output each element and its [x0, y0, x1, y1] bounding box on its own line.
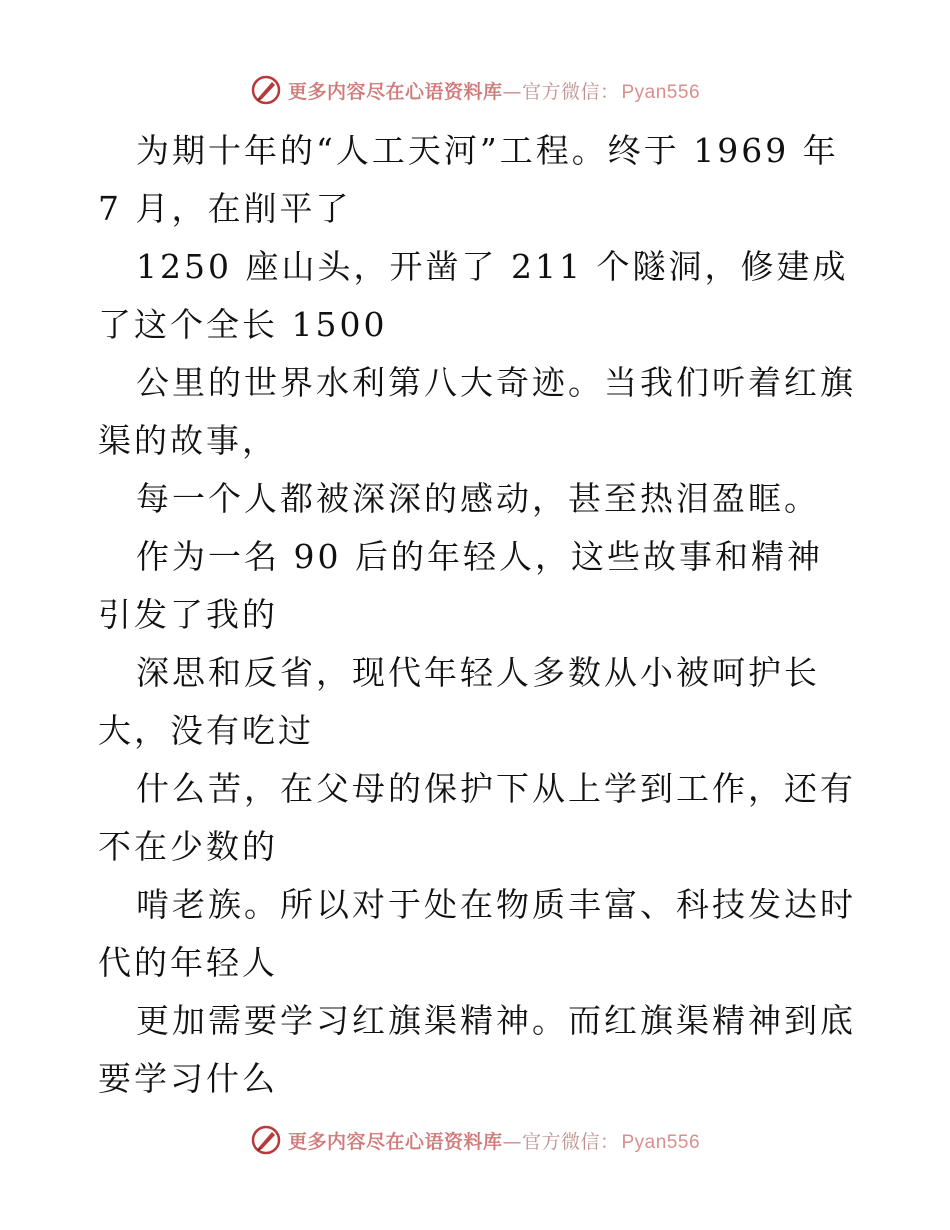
paragraph: 深思和反省，现代年轻人多数从小被呵护长大，没有吃过	[98, 653, 820, 750]
footer-banner-text	[288, 1127, 700, 1154]
paragraph: 公里的世界水利第八大奇迹。当我们听着红旗渠的故事，	[98, 363, 856, 460]
header-watermark	[0, 70, 950, 110]
pen-logo-icon	[250, 74, 282, 106]
footer-brand: 更多内容尽在心语资料库	[287, 1130, 503, 1153]
document-body	[98, 122, 858, 1108]
header-wechat-label: 官方微信：	[521, 80, 620, 103]
header-banner-text	[288, 77, 700, 104]
footer-wechat-label: 官方微信：	[521, 1130, 620, 1153]
paragraph: 每一个人都被深深的感动，甚至热泪盈眶。	[136, 479, 820, 518]
paragraph: 更加需要学习红旗渠精神。而红旗渠精神到底要学习什么	[98, 1001, 856, 1098]
footer-wechat-id: Pyan556	[621, 1131, 701, 1153]
paragraph: 为期十年的“人工天河”工程。终于 1969 年 7 月，在削平了	[98, 131, 853, 228]
paragraph: 啃老族。所以对于处在物质丰富、科技发达时代的年轻人	[98, 885, 856, 982]
pen-logo-icon	[250, 1124, 282, 1156]
paragraph: 作为一名 90 后的年轻人，这些故事和精神引发了我的	[98, 537, 823, 634]
paragraph: 什么苦，在父母的保护下从上学到工作，还有不在少数的	[98, 769, 856, 866]
header-dash: —	[502, 80, 522, 103]
footer-watermark	[0, 1120, 950, 1160]
paragraph: 1250 座山头，开凿了 211 个隧洞，修建成了这个全长 1500	[98, 247, 849, 344]
footer-dash: —	[502, 1130, 522, 1153]
header-wechat-id: Pyan556	[621, 81, 701, 103]
header-brand: 更多内容尽在心语资料库	[287, 80, 503, 103]
